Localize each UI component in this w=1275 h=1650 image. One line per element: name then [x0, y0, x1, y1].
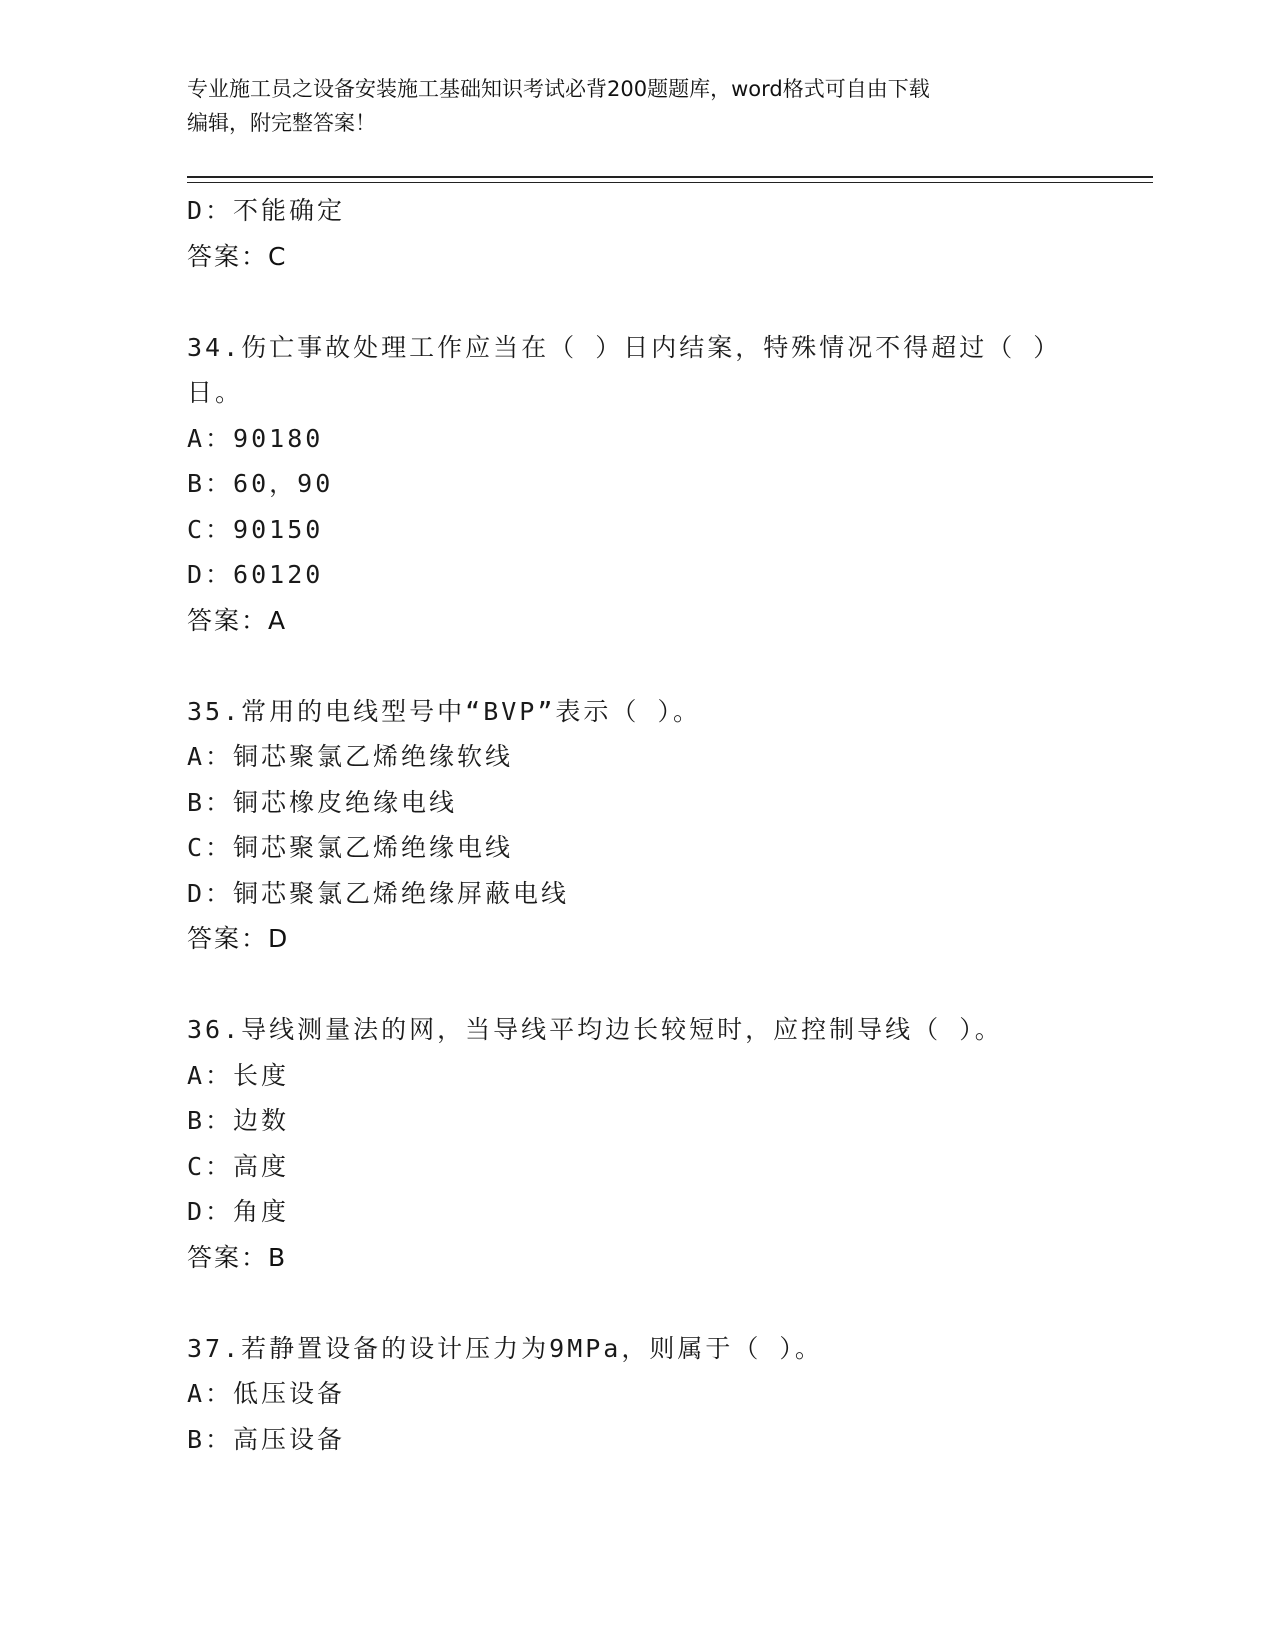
question-stem: 37.若静置设备的设计压力为9MPa，则属于（ ）。: [187, 1333, 823, 1363]
question-34: [187, 325, 1117, 644]
option-a: A：长度: [187, 1060, 290, 1090]
header-title-line-1: 专业施工员之设备安装施工基础知识考试必背200题题库，word格式可自由下载: [187, 77, 930, 101]
option-d: D：60120: [187, 560, 324, 589]
header-divider-thick: [187, 176, 1153, 178]
document-header: [187, 72, 1067, 140]
header-divider-thin: [187, 182, 1153, 183]
question-stem-continued: 日。: [187, 378, 244, 407]
header-title-line-2: 编辑，附完整答案！: [187, 111, 376, 135]
question-stem: 36.导线测量法的网，当导线平均边长较短时，应控制导线（ ）。: [187, 1015, 1003, 1044]
question-stem: 34.伤亡事故处理工作应当在（ ）日内结案，特殊情况不得超过（ ）: [187, 332, 1062, 362]
question-stem: 35.常用的电线型号中“BVP”表示（ ）。: [187, 696, 701, 726]
option-d: D：不能确定: [187, 196, 346, 225]
document-body: [187, 188, 1117, 1462]
question-35: [187, 689, 1117, 962]
option-c: C：铜芯聚氯乙烯绝缘电线: [187, 833, 514, 862]
spacer: [187, 962, 1117, 1008]
option-c: C：高度: [187, 1151, 290, 1181]
option-a: A：低压设备: [187, 1379, 346, 1408]
spacer: [187, 643, 1117, 689]
spacer: [187, 1280, 1117, 1326]
spacer: [187, 279, 1117, 325]
answer: 答案：A: [187, 605, 288, 635]
answer: 答案：D: [187, 924, 290, 953]
option-a: A：90180: [187, 423, 324, 453]
option-a: A：铜芯聚氯乙烯绝缘软线: [187, 742, 514, 771]
option-b: B：边数: [187, 1106, 290, 1135]
option-b: B：高压设备: [187, 1424, 346, 1454]
question-36: [187, 1007, 1117, 1280]
option-b: B：60，90: [187, 469, 334, 498]
option-d: D：铜芯聚氯乙烯绝缘屏蔽电线: [187, 878, 570, 908]
question-37: [187, 1326, 1117, 1463]
option-d: D：角度: [187, 1197, 290, 1226]
answer: 答案：C: [187, 241, 288, 271]
option-c: C：90150: [187, 514, 324, 544]
answer: 答案：B: [187, 1242, 288, 1272]
option-b: B：铜芯橡皮绝缘电线: [187, 787, 458, 817]
